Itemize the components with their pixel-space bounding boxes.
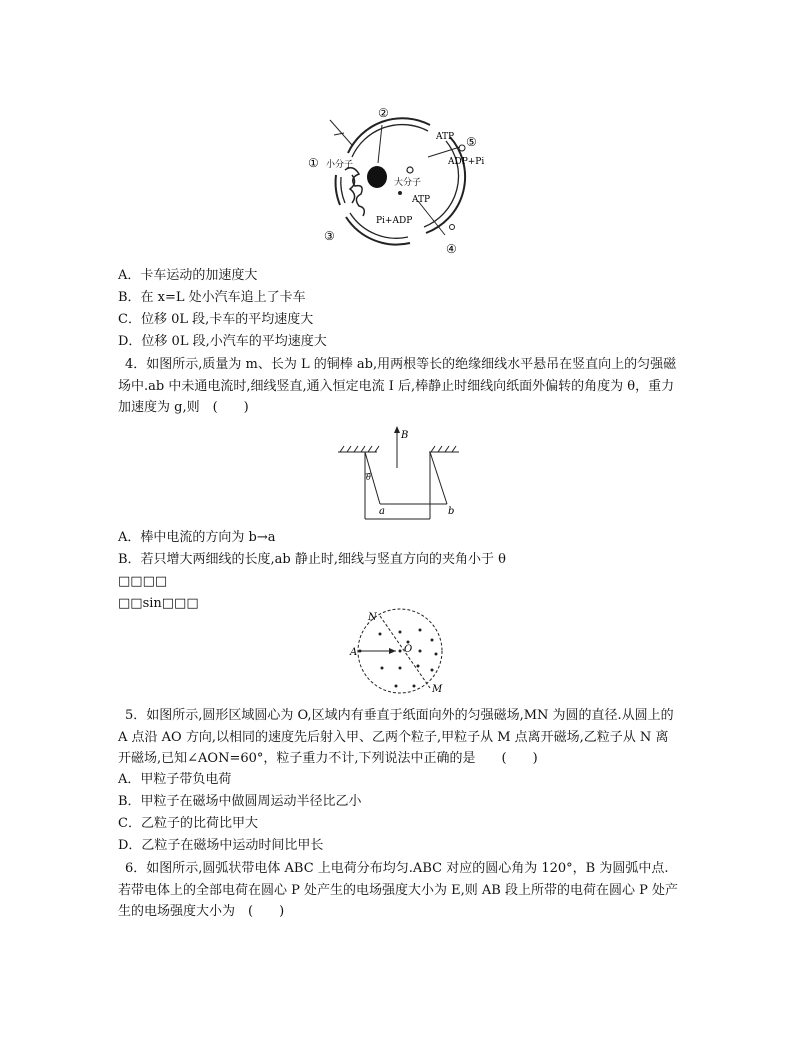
label-small-molecule: 小分子 <box>326 160 354 170</box>
label-large-molecule: 大分子 <box>394 178 422 188</box>
label-atp-mid: ATP <box>412 195 431 205</box>
q5-option-d: D．乙粒子在磁场中运动时间比甲长 <box>118 838 324 853</box>
q4-garbled-2: □□sin□□□ <box>118 596 199 611</box>
q5-option-a: A．甲粒子带负电荷 <box>118 772 232 787</box>
q5-option-c: C．乙粒子的比荷比甲大 <box>118 816 258 831</box>
label-n: N <box>368 612 377 623</box>
label-n5: ⑤ <box>466 135 477 149</box>
q5-option-b: B．甲粒子在磁场中做圆周运动半径比乙小 <box>118 794 362 809</box>
copper-rod-figure <box>335 424 465 520</box>
label-atp-top: ATP <box>436 132 455 142</box>
q4-option-b: B．若只增大两细线的长度,ab 静止时,细线与竖直方向的夹角小于 θ <box>118 552 506 567</box>
q3-option-c: C．位移 0L 段,卡车的平均速度大 <box>118 312 314 327</box>
q3-option-b: B．在 x=L 处小汽车追上了卡车 <box>118 290 306 305</box>
label-a: a <box>379 506 385 517</box>
q4-stem: 4．如图所示,质量为 m、长为 L 的铜棒 ab,用两根等长的绝缘细线水平悬吊在竖直向上的匀强磁场中.ab 中未通电流时,细线竖直,通入恒定电流 I 后,棒静止时细线向纸面外偏转的角度为 θ，重力加速度为 g,则 ( ) <box>118 357 677 415</box>
label-o: O <box>404 644 413 655</box>
q4-garbled-1: □□□□ <box>118 574 168 589</box>
q3-option-a: A．卡车运动的加速度大 <box>118 268 258 283</box>
circular-field-figure <box>340 606 460 696</box>
q5-stem: 5．如图所示,圆形区域圆心为 O,区域内有垂直于纸面向外的匀强磁场,MN 为圆的直径.从圆上的 A 点沿 AO 方向,以相同的速度先后射入甲、乙两个粒子,甲粒子从 M 点离开磁场,乙粒子从 N 离开磁场,已知∠AON=60°，粒子重力不计,下列说法中正确的是 ( ) <box>118 708 674 766</box>
q3-option-d: D．位移 0L 段,小汽车的平均速度大 <box>118 334 327 349</box>
q6-stem: 6．如图所示,圆弧状带电体 ABC 上电荷分布均匀.ABC 对应的圆心角为 120°，B 为圆弧中点.若带电体上的全部电荷在圆心 P 处产生的电场强度大小为 E,则 AB 段上所带的电荷在圆心 P 处产生的电场强度大小为 ( ) <box>118 861 678 919</box>
cell-transport-figure <box>300 105 500 260</box>
carrier-protein <box>345 168 364 216</box>
label-n4: ④ <box>446 242 457 256</box>
label-b-field: B <box>401 430 409 441</box>
label-a-point: A <box>350 647 358 658</box>
label-n2: ② <box>378 106 389 120</box>
label-pi-adp: Pi+ADP <box>376 216 413 226</box>
label-m: M <box>432 684 443 695</box>
label-adp-pi: ADP+Pi <box>448 157 485 167</box>
label-n3: ③ <box>324 229 335 243</box>
q4-option-a: A．棒中电流的方向为 b→a <box>118 530 276 545</box>
label-b: b <box>448 506 455 517</box>
large-particle <box>367 166 387 188</box>
label-n1: ① <box>308 156 319 170</box>
label-theta: θ <box>366 473 371 482</box>
